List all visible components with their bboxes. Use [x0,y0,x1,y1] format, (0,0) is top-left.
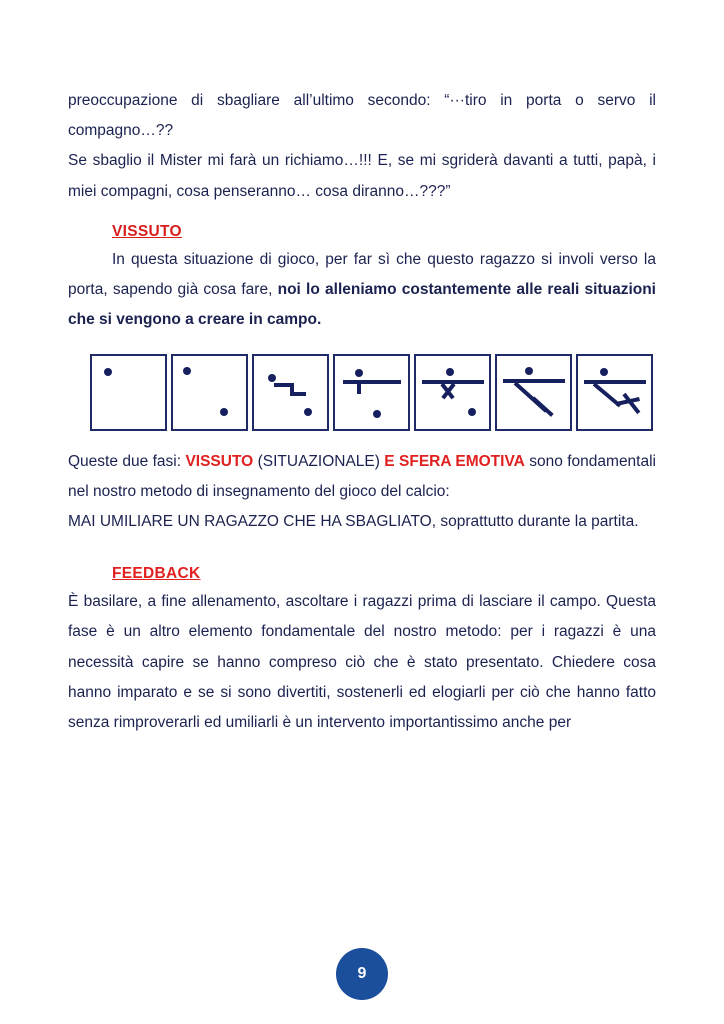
frame-3 [252,354,329,431]
heading-feedback: FEEDBACK [112,565,201,583]
heading-vissuto: VISSUTO [112,222,182,240]
frame-7 [576,354,653,431]
paragraph-5: È basilare, a fine allenamento, ascoltare i ragazzi prima di lasciare il campo. Questa fase è un altro elemento fondamentale del nostro metodo: per i ragazzi è una necessità capire se hanno compreso ciò che è stato presentato. Chiedere cosa hanno imparato e se si sono divertiti, sostenerli ed elogiarli per ciò che hanno fatto senza rimproverarli ed umiliarli è un intervento importantissimo anche per [68,593,656,732]
paragraph-3-prefix: Queste due fasi: [68,452,186,470]
paragraph-1-line-1: preoccupazione di sbagliare all’ultimo secondo: “···tiro in porta o servo il compagno…?? [68,92,656,140]
paragraph-3 [68,447,656,507]
paragraph-3-mid: (SITUAZIONALE) [253,452,385,470]
page-number-badge: 9 [336,948,388,1000]
arms-bar-icon [343,380,401,384]
sequence-figure [90,354,656,431]
frame-1 [90,354,167,431]
paragraph-1-line-2: Se sbaglio il Mister mi farà un richiamo…!!! E, se mi sgriderà davanti a tutti, papà, i miei compagni, cosa penseranno… cosa diranno…???” [68,152,656,200]
ball-dot-icon [304,408,312,416]
label-vissuto: VISSUTO [185,452,254,470]
paragraph-2-normal: In questa situazione di gioco, per far sì che questo ragazzo si involi verso la porta, sapendo già cosa fare, [68,250,656,299]
player-dot-icon [525,367,533,375]
player-dot-icon [600,368,608,376]
arms-bar-icon [503,379,565,383]
player-dot-icon [268,374,276,382]
frame-2 [171,354,248,431]
paragraph-2 [68,245,656,336]
frame-6 [495,354,572,431]
ball-dot-icon [373,410,381,418]
leg-bar-icon [290,392,306,396]
player-dot-icon [104,368,112,376]
ball-dot-icon [468,408,476,416]
body-bar-icon [357,380,361,394]
player-dot-icon [183,367,191,375]
player-dot-icon [446,368,454,376]
ball-path-icon [532,396,554,416]
frame-4 [333,354,410,431]
paragraph-2-bold: noi lo alleniamo costantemente alle reali situazioni che si vengono a creare in campo. [68,281,656,329]
paragraph-4: MAI UMILIARE UN RAGAZZO CHE HA SBAGLIATO, soprattutto durante la partita. [68,512,639,530]
paragraph-3-suffix: sono fondamentali nel nostro metodo di insegnamento del gioco del calcio: [68,452,656,500]
spacer [68,537,656,565]
player-dot-icon [355,369,363,377]
frame-5 [414,354,491,431]
ball-dot-icon [220,408,228,416]
label-sfera-emotiva: E SFERA EMOTIVA [384,452,525,470]
